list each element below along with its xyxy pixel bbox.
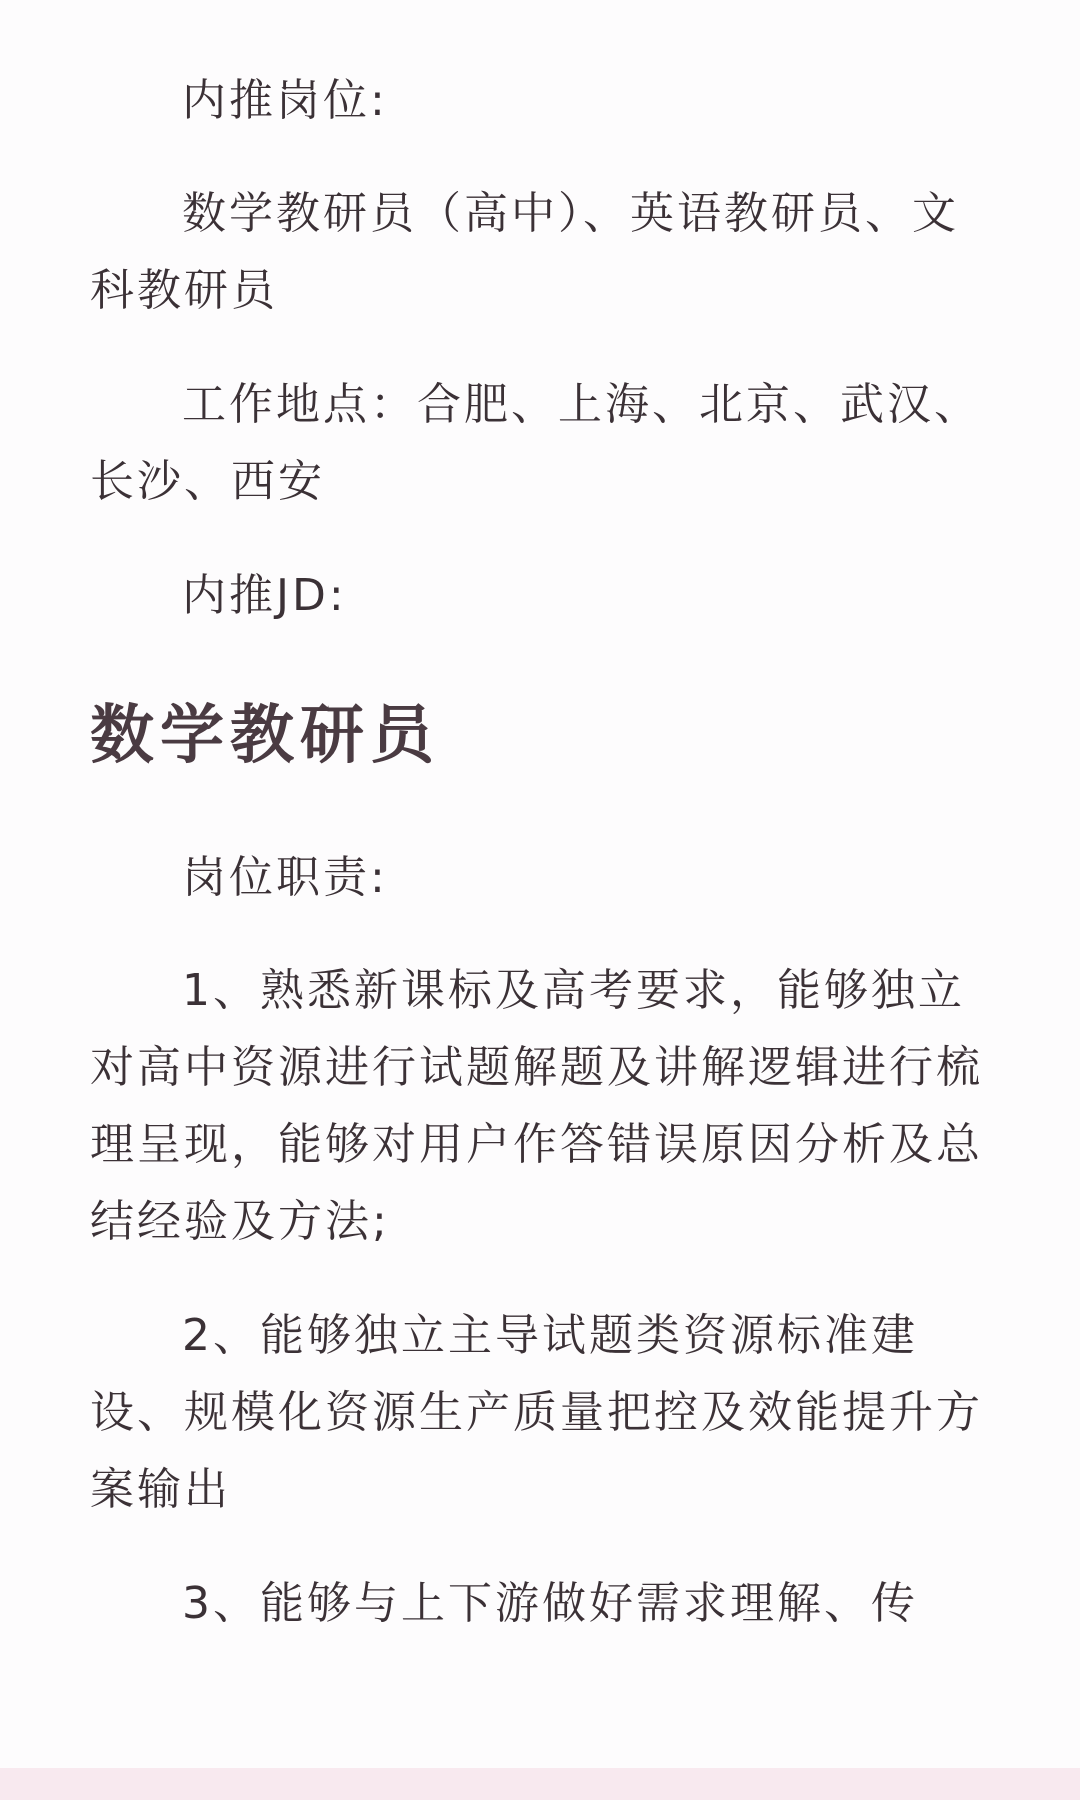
referral-positions-label: 内推岗位: bbox=[182, 75, 388, 126]
responsibility-item-1: 1、熟悉新课标及高考要求，能够独立对高中资源进行试题解题及讲解逻辑进行梳理呈现，能够对用户作答错误原因分析及总结经验及方法; bbox=[90, 965, 983, 1247]
section-title: 数学教研员 bbox=[90, 699, 440, 773]
responsibility-item-3: 3、能够与上下游做好需求理解、传 bbox=[182, 1578, 918, 1629]
article-content bbox=[90, 62, 990, 1642]
job-responsibilities-label: 岗位职责: bbox=[182, 852, 388, 903]
bottom-decoration-band bbox=[0, 1768, 1080, 1800]
work-locations: 工作地点：合肥、上海、北京、武汉、长沙、西安 bbox=[90, 379, 981, 507]
responsibility-item-2: 2、能够独立主导试题类资源标准建设、规模化资源生产质量把控及效能提升方案输出 bbox=[90, 1310, 983, 1515]
referral-positions-list: 数学教研员（高中）、英语教研员、文科教研员 bbox=[90, 188, 959, 316]
referral-jd-label: 内推JD: bbox=[182, 570, 347, 621]
